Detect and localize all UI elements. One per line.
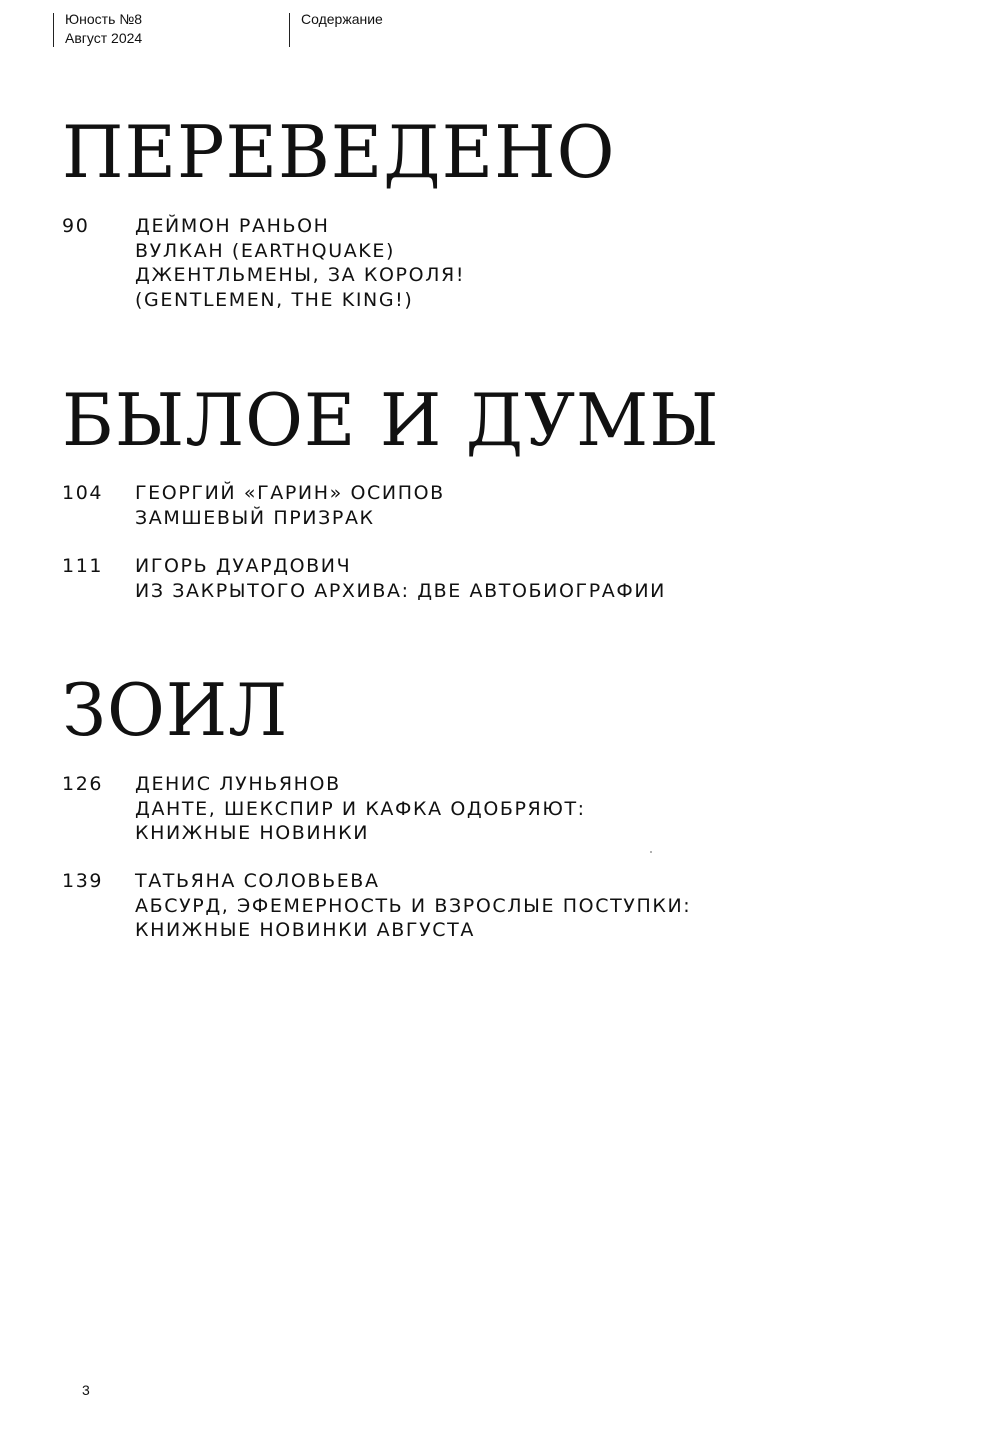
- page-number: 90: [62, 215, 90, 237]
- entry-title: (GENTLEMEN, THE KING!): [135, 288, 414, 311]
- page-number: 126: [62, 773, 104, 795]
- running-header-issue: [53, 10, 142, 48]
- entry-title: ДАНТЕ, ШЕКСПИР И КАФКА ОДОБРЯЮТ:: [135, 797, 586, 820]
- entry-text: [135, 869, 691, 943]
- entry-author: ТАТЬЯНА СОЛОВЬЕВА: [135, 870, 380, 892]
- entry-author: ДЕНИС ЛУНЬЯНОВ: [135, 773, 341, 795]
- entry-title: ИЗ ЗАКРЫТОГО АРХИВА: ДВЕ АВТОБИОГРАФИИ: [135, 579, 666, 602]
- section-title-translated: ПЕРЕВЕДЕНО: [62, 110, 616, 194]
- entry-title: КНИЖНЫЕ НОВИНКИ АВГУСТА: [135, 919, 475, 941]
- entry-text: [135, 554, 666, 603]
- entry-author: ИГОРЬ ДУАРДОВИЧ: [135, 555, 352, 577]
- entry-text: [135, 481, 445, 530]
- entry-title: ВУЛКАН (EARTHQUAKE): [135, 239, 395, 262]
- page-number: 111: [62, 555, 104, 577]
- header-divider: [53, 13, 54, 47]
- entry-author: ДЕЙМОН РАНЬОН: [135, 215, 330, 237]
- issue-date: Август 2024: [65, 30, 143, 46]
- scan-speck: [650, 851, 652, 853]
- entry-title: АБСУРД, ЭФЕМЕРНОСТЬ И ВЗРОСЛЫЕ ПОСТУПКИ:: [135, 894, 692, 917]
- entry-title: КНИЖНЫЕ НОВИНКИ: [135, 822, 370, 844]
- entry-text: [135, 214, 465, 312]
- page-number: 139: [62, 870, 104, 892]
- section-label: Содержание: [301, 11, 383, 27]
- page-number-footer: 3: [82, 1382, 90, 1398]
- entry-title: ЗАМШЕВЫЙ ПРИЗРАК: [135, 506, 375, 529]
- header-divider: [289, 13, 290, 47]
- entry-text: [135, 772, 586, 846]
- running-header-section: [289, 10, 383, 29]
- magazine-issue: Юность №8: [65, 11, 143, 27]
- page-number: 104: [62, 482, 104, 504]
- entry-title: ДЖЕНТЛЬМЕНЫ, ЗА КОРОЛЯ!: [135, 264, 466, 286]
- entry-author: ГЕОРГИЙ «ГАРИН» ОСИПОВ: [135, 482, 445, 504]
- section-title-past-and-thoughts: БЫЛОЕ И ДУМЫ: [62, 378, 720, 462]
- section-title-zoil: ЗОИЛ: [62, 668, 289, 752]
